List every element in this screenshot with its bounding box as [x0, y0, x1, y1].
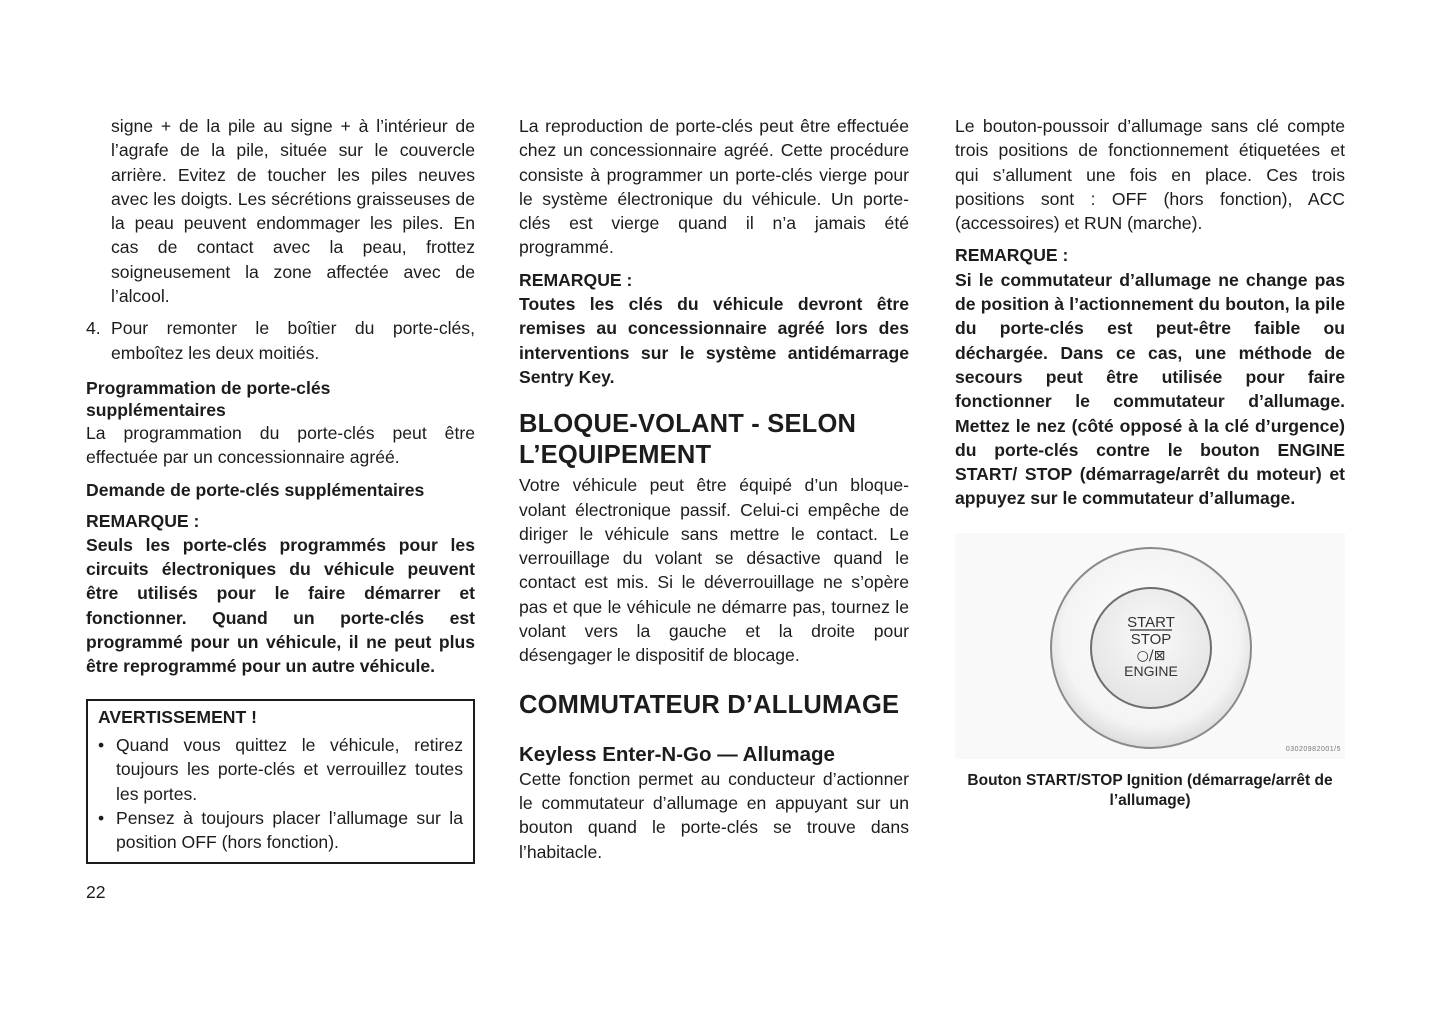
- heading-steering-lock-line1: BLOQUE-VOLANT - SELON: [519, 410, 857, 439]
- column-left: [86, 114, 475, 864]
- heading-steering-lock: [519, 409, 909, 471]
- label-stop: STOP: [1130, 631, 1172, 648]
- column-right: [955, 114, 1345, 511]
- warning-item: [98, 806, 463, 855]
- heading-request: Demande de porte-clés supplémentaires: [86, 479, 425, 500]
- page-number: 22: [86, 882, 106, 902]
- bullet-dot: •: [98, 807, 105, 828]
- remark-text: Si le commutateur d’allumage ne change pas de position à l’actionnement du bouton, la pile du porte-clés est peut-être faible ou déchargée. Dans ce cas, une méthode de secours peut être utilisée pour faire fonctionner le commutateur d’allumage. Mettez le nez (côté opposé à la clé d’urgence) du porte-clés contre le bouton ENGINE START/ STOP (démarrage/arrêt du moteur) et appuyez sur le commutateur d’allumage.: [955, 269, 1345, 509]
- steering-lock-paragraph: Votre véhicule peut être équipé d’un bloque-volant électronique passif. Celui-ci empêche de diriger le véhicule sans mettre le contact. Le verrouillage du volant se désactive quand le contact est mis. Si le déverrouillage ne s’opère pas et que le véhicule ne démarre pas, tournez le volant vers la gauche et la droite pour désengager le dispositif de blocage.: [519, 475, 909, 666]
- list-number: 4.: [86, 318, 101, 339]
- label-start: START: [1127, 614, 1175, 631]
- figure-caption: Bouton START/STOP Ignition (démarrage/arrêt de l’allumage): [967, 772, 1333, 809]
- list-item-4: [86, 316, 475, 365]
- remark-text: Seuls les porte-clés programmés pour les circuits électroniques du véhicule peuvent être utilisés pour le faire démarrer et fonctionner. Quand un porte-clés est programmé pour un véhicule, il ne peut plus être reprogrammé pour un autre véhicule.: [86, 534, 475, 677]
- warning-item-text: Pensez à toujours placer l’allumage sur la position OFF (hors fonction).: [116, 807, 463, 853]
- engine-symbol-icon: ○/⊠: [1136, 648, 1166, 664]
- warning-title: AVERTISSEMENT !: [98, 706, 258, 727]
- label-engine: ENGINE: [1124, 663, 1178, 679]
- figure-code: 03020982001/5: [1285, 746, 1341, 753]
- remark-label: REMARQUE :: [86, 510, 200, 531]
- remark-label: REMARQUE :: [955, 245, 1069, 266]
- programming-paragraph: La programmation du porte-clés peut être effectuée par un concessionnaire agréé.: [86, 422, 475, 468]
- remark-label: REMARQUE :: [519, 269, 633, 290]
- warning-item-text: Quand vous quittez le véhicule, retirez toujours les porte-clés et verrouillez toutes les portes.: [116, 734, 463, 804]
- warning-box: [86, 699, 475, 865]
- battery-paragraph: signe + de la pile au signe + à l’intérieur de l’agrafe de la pile, située sur le couvercle arrière. Evitez de toucher les piles neuves avec les doigts. Les sécrétions graisseuses de la peau peuvent endommager les piles. En cas de contact avec la peau, frottez soigneusement la zone affectée avec de l’alcool.: [111, 116, 475, 307]
- reproduction-paragraph: La reproduction de porte-clés peut être effectuée chez un concessionnaire agréé. Cette procédure consiste à programmer un porte-clés vierge pour le système électronique du véhicule. Un porte-clés est vierge quand il n’a jamais été programmé.: [519, 116, 909, 258]
- start-stop-figure: [955, 533, 1345, 759]
- heading-programming: Programmation de porte-clés supplémentaires: [86, 377, 331, 420]
- heading-steering-lock-line2: L’EQUIPEMENT: [519, 441, 712, 470]
- heading-ignition-switch: COMMUTATEUR D’ALLUMAGE: [519, 690, 900, 719]
- bullet-dot: •: [98, 734, 105, 755]
- warning-item: [98, 733, 463, 806]
- column-middle: [519, 114, 909, 864]
- push-button-paragraph: Le bouton-poussoir d’allumage sans clé compte trois positions de fonctionnement étiquetées et qui s’allument une fois en place. Ces trois positions sont : OFF (hors fonction), ACC (accessoires) et RUN (marche).: [955, 116, 1345, 234]
- list-item-text: Pour remonter le boîtier du porte-clés, emboîtez les deux moitiés.: [111, 318, 475, 363]
- keyless-paragraph: Cette fonction permet au conducteur d’actionner le commutateur d’allumage en appuyant sur un bouton quand le porte-clés se trouve dans l’habitacle.: [519, 768, 909, 862]
- start-stop-button-illustration: [955, 533, 1345, 759]
- remark-text: Toutes les clés du véhicule devront être remises au concessionnaire agréé lors des interventions sur le système antidémarrage Sentry Key.: [519, 294, 909, 387]
- subheading-keyless: Keyless Enter-N-Go — Allumage: [519, 742, 835, 766]
